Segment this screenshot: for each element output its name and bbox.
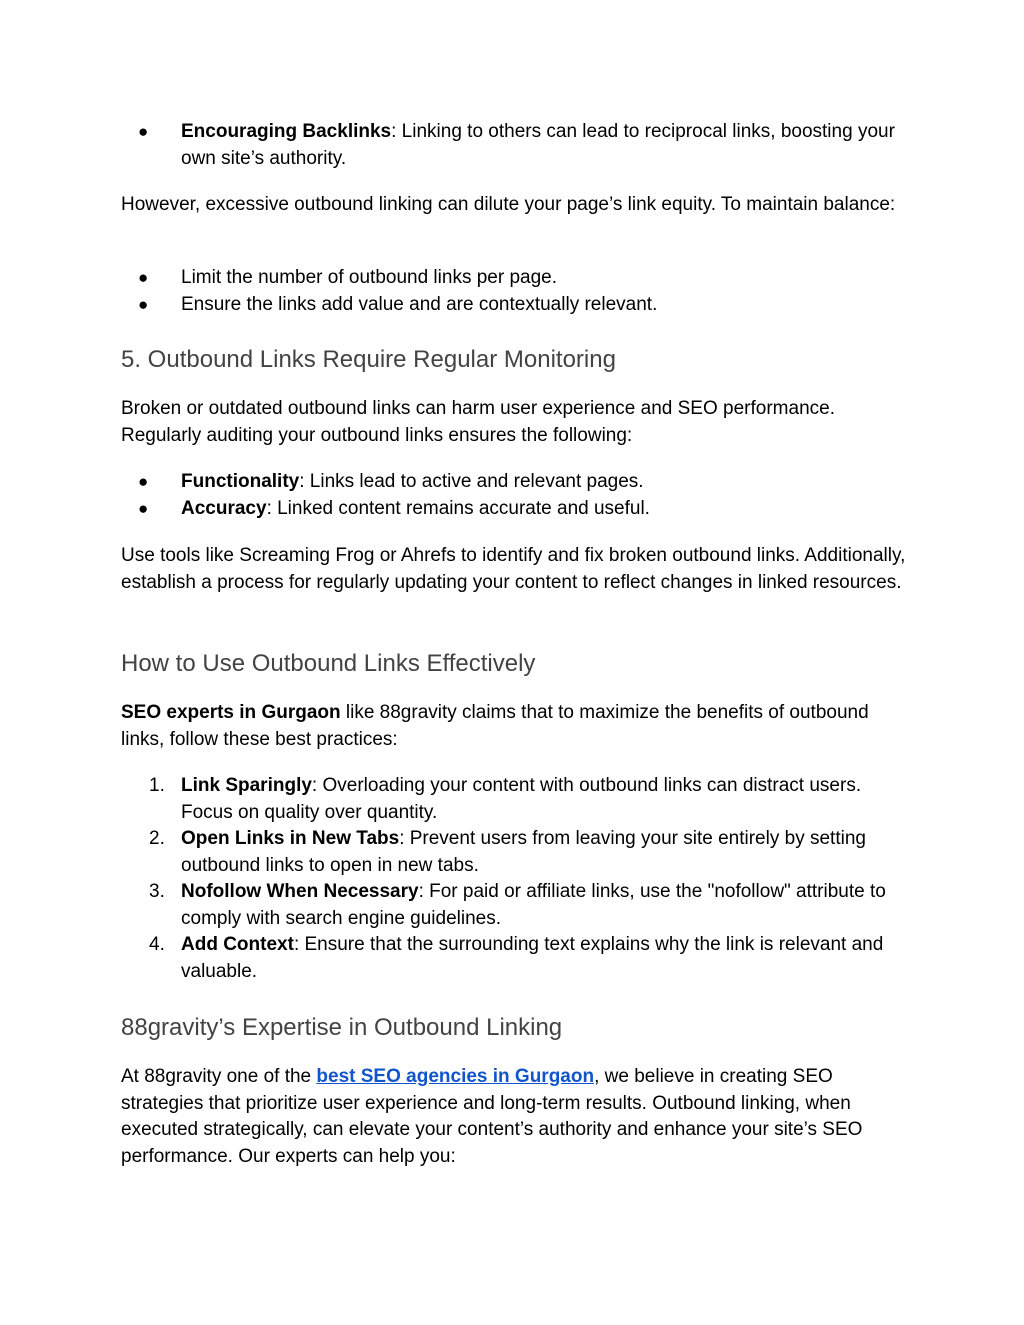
list-item bbox=[121, 826, 911, 879]
list-item-term: Open Links in New Tabs bbox=[181, 828, 400, 849]
list-item-text: Ensure the links add value and are contextually relevant. bbox=[181, 293, 658, 315]
balance-list bbox=[121, 265, 911, 318]
section-heading: 88gravity’s Expertise in Outbound Linking bbox=[121, 1014, 563, 1041]
list-item-text: : Prevent users from leaving your site entirely by setting outbound links to open in new tabs. bbox=[181, 828, 866, 876]
best-seo-agencies-link[interactable]: best SEO agencies in Gurgaon bbox=[316, 1066, 595, 1087]
list-item bbox=[121, 879, 911, 932]
list-number: 1. bbox=[149, 775, 165, 796]
list-item-term: Nofollow When Necessary bbox=[181, 881, 419, 902]
expertise-paragraph bbox=[121, 1064, 911, 1170]
list-item-term: Encouraging Backlinks bbox=[181, 121, 392, 142]
intro-list bbox=[121, 119, 911, 172]
list-item-text: : Linking to others can lead to reciprocal links, boosting your own site’s authority. bbox=[181, 121, 895, 169]
list-item-term: Functionality bbox=[181, 471, 300, 492]
list-item-text: : Overloading your content with outbound links can distract users. Focus on quality over quantity. bbox=[181, 775, 862, 823]
list-item-term: Add Context bbox=[181, 934, 294, 955]
list-number: 2. bbox=[149, 828, 165, 849]
expertise-text-before: At 88gravity one of the bbox=[121, 1066, 317, 1087]
bullet-icon: ● bbox=[138, 268, 149, 287]
list-item bbox=[121, 265, 911, 292]
list-item bbox=[121, 496, 911, 523]
howto-intro bbox=[121, 700, 911, 753]
bullet-icon: ● bbox=[138, 294, 149, 314]
section5-list bbox=[121, 469, 911, 522]
section-heading: 5. Outbound Links Require Regular Monitoring bbox=[121, 346, 616, 373]
list-item bbox=[121, 773, 911, 826]
list-number: 4. bbox=[149, 934, 165, 955]
list-item-term: Link Sparingly bbox=[181, 775, 312, 796]
list-item-term: Accuracy bbox=[181, 497, 267, 519]
list-item bbox=[121, 292, 911, 319]
list-item bbox=[121, 932, 911, 985]
list-number: 3. bbox=[149, 881, 165, 902]
list-item-text: : Links lead to active and relevant pages. bbox=[299, 471, 644, 492]
list-item bbox=[121, 119, 911, 172]
list-item bbox=[121, 469, 911, 496]
section-heading: How to Use Outbound Links Effectively bbox=[121, 650, 536, 677]
bullet-icon: ● bbox=[138, 472, 149, 491]
section5-paragraph: Broken or outdated outbound links can harm user experience and SEO performance. Regularly auditing your outbound links ensures the following: bbox=[121, 398, 835, 446]
tools-paragraph: Use tools like Screaming Frog or Ahrefs to identify and fix broken outbound links. Additionally, establish a process for regularly updating your content to reflect changes in linked resources. bbox=[121, 545, 906, 593]
howto-intro-text: like 88gravity claims that to maximize the benefits of outbound links, follow these best practices: bbox=[121, 702, 869, 750]
list-item-text: : Linked content remains accurate and useful. bbox=[266, 497, 650, 519]
list-item-text: Limit the number of outbound links per page. bbox=[181, 267, 558, 288]
howto-intro-bold: SEO experts in Gurgaon bbox=[121, 702, 341, 723]
list-item-text: : For paid or affiliate links, use the "nofollow" attribute to comply with search engine guidelines. bbox=[181, 881, 886, 929]
best-practices-list bbox=[121, 773, 911, 985]
bullet-icon: ● bbox=[138, 498, 149, 518]
list-item-text: : Ensure that the surrounding text explains why the link is relevant and valuable. bbox=[181, 934, 884, 982]
balance-paragraph: However, excessive outbound linking can dilute your page’s link equity. To maintain balance: bbox=[121, 194, 896, 215]
expertise-text-after: , we believe in creating SEO strategies that prioritize user experience and long-term results. Outbound linking, when executed strategically, can elevate your content’s authority and enhance your site’s SEO performance. Our experts can help you: bbox=[121, 1066, 863, 1167]
bullet-icon: ● bbox=[138, 122, 149, 141]
